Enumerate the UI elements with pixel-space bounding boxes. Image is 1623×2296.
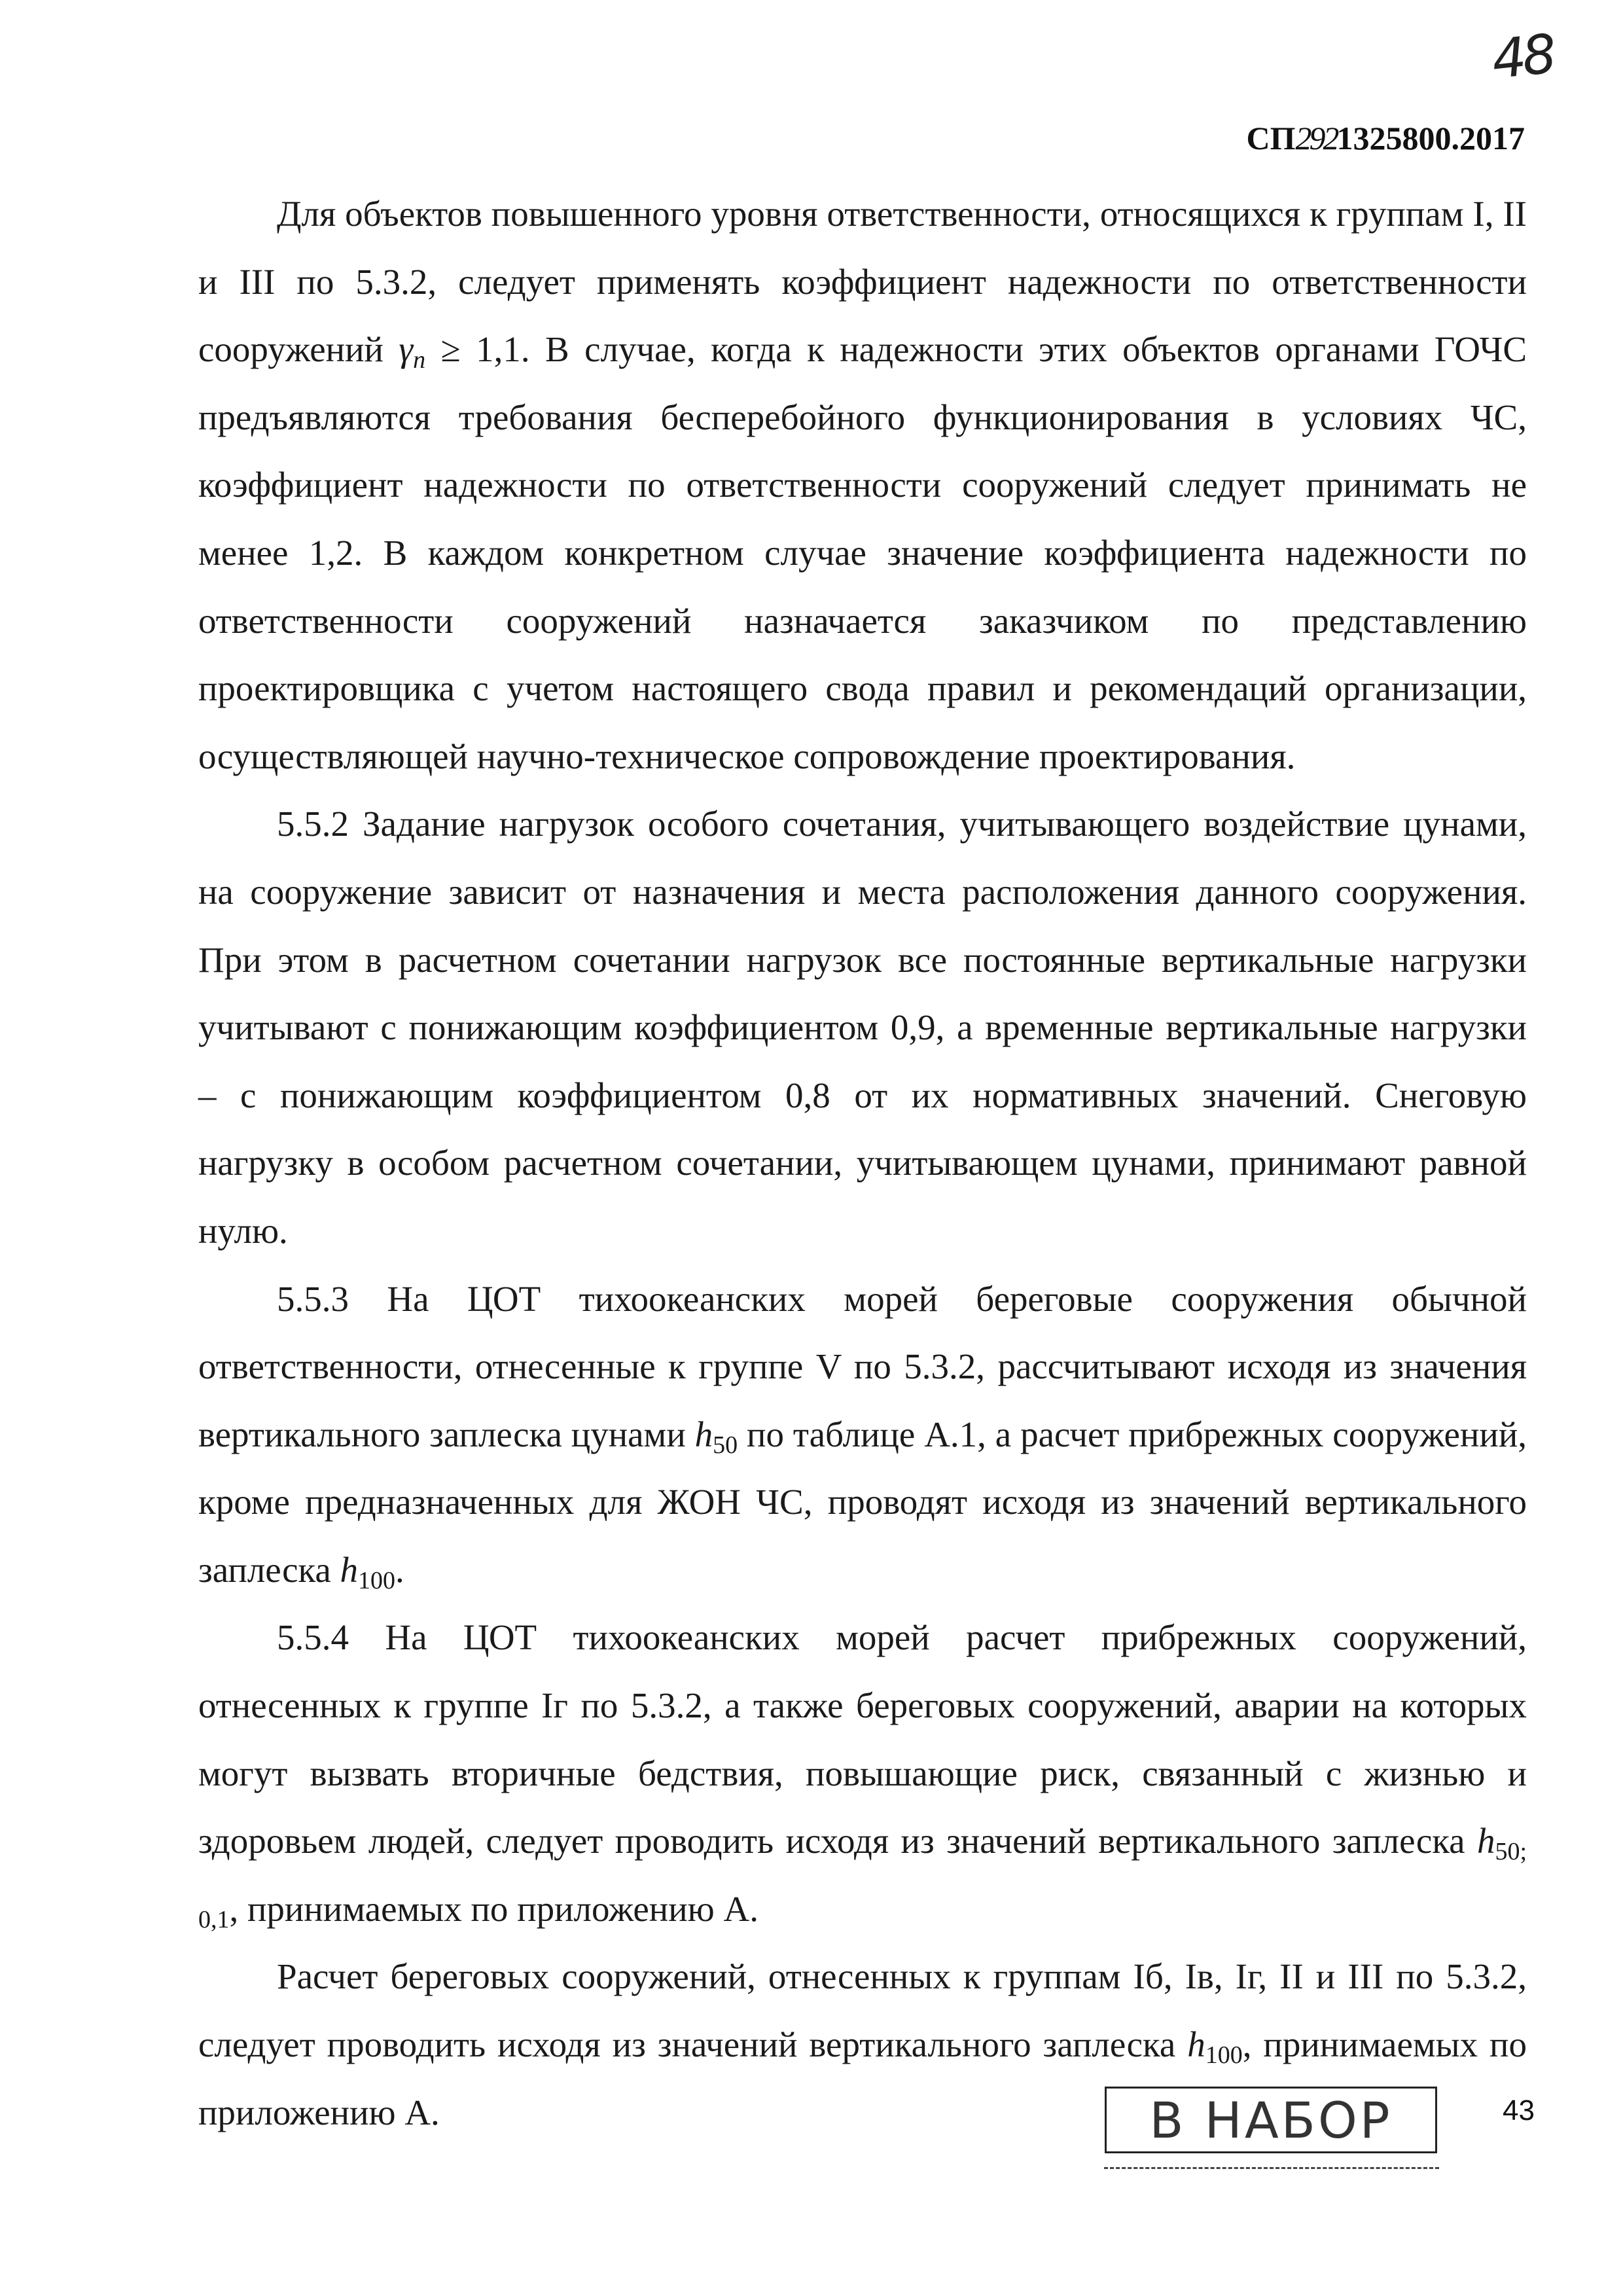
- h100-subscript-2: 100: [1205, 2041, 1243, 2070]
- h50-01-subscript: 50; 0,1: [198, 1838, 1527, 1933]
- paragraph-1-text-b: ≥ 1,1. В случае, когда к надежности этих объектов органами ГОЧС предъявляются требования бесперебойного функционирования в условиях ЧС, коэффициент надежности по ответственности сооружений следует принимать не менее 1,2. В каждом конкретном случае значение коэффициента надежности по ответственности сооружений назначается заказчиком по представлению проектировщика с учетом настоящего свода правил и рекомендаций организации, осуществляющей научно-техническое сопровождение проектирования.: [198, 329, 1527, 776]
- paragraph-1-text-a: Для объектов повышенного уровня ответственности, относящихся к группам I, II и III по 5.3.2, следует применять коэффициент надежности по ответственности сооружений: [198, 194, 1527, 370]
- stamp-text: В НАБОР: [1149, 2090, 1393, 2149]
- paragraph-3-text-b: по таблице А.1, а расчет прибрежных сооружений, кроме предназначенных для ЖОН ЧС, проводят исходя из значений вертикального заплеска: [198, 1414, 1527, 1590]
- paragraph-3-text-c: .: [395, 1549, 404, 1590]
- handwritten-page-number: 48: [1489, 23, 1556, 92]
- paragraph-5-text-b: , принимаемых по приложению А.: [198, 2024, 1527, 2132]
- h100-letter-2: h: [1187, 2024, 1205, 2065]
- doc-code-handwritten: 292: [1295, 120, 1337, 156]
- gamma-n-symbol: [399, 329, 426, 374]
- document-code: [1247, 119, 1525, 157]
- gamma-subscript: n: [413, 346, 426, 374]
- h100-symbol-2: [1187, 2024, 1205, 2064]
- h50-symbol: [695, 1414, 713, 1454]
- paragraph-1: [198, 180, 1527, 790]
- doc-code-suffix: 1325800.2017: [1336, 120, 1525, 156]
- stamp-v-nabor: [1105, 2087, 1437, 2153]
- h50-01-letter: h: [1476, 1821, 1495, 1861]
- page-number: 43: [1503, 2094, 1535, 2126]
- h100-letter: h: [340, 1549, 359, 1590]
- h100-subscript: 100: [358, 1566, 396, 1594]
- paragraph-4-text-b: , принимаемых по приложению А.: [229, 1888, 758, 1929]
- paragraph-5-5-4: [198, 1604, 1527, 1943]
- doc-code-prefix: СП: [1246, 120, 1296, 156]
- paragraph-5-5-2: 5.5.2 Задание нагрузок особого сочетания, учитывающего воздействие цунами, на сооружение зависит от назначения и места расположения данного сооружения. При этом в расчетном сочетании нагрузок все постоянные вертикальные нагрузки учитывают с понижающим коэффициентом 0,9, а временные вертикальные нагрузки – с понижающим коэффициентом 0,8 от их нормативных значений. Снеговую нагрузку в особом расчетном сочетании, учитывающем цунами, принимают равной нулю.: [198, 804, 1527, 1251]
- paragraph-5-text-a: Расчет береговых сооружений, отнесенных к группам Iб, Iв, Iг, II и III по 5.3.2, следует проводить исходя из значений вертикального заплеска: [198, 1956, 1527, 2065]
- paragraph-5-5-3: [198, 1265, 1527, 1604]
- gamma-symbol: γ: [399, 329, 414, 370]
- h50-letter: h: [694, 1414, 713, 1454]
- h100-symbol: [340, 1550, 359, 1590]
- h50-subscript: 50: [713, 1431, 738, 1459]
- paragraph-4-text-a: 5.5.4 На ЦОТ тихоокеанских морей расчет прибрежных сооружений, отнесенных к группе Iг по 5.3.2, а также береговых сооружений, аварии на которых могут вызвать вторичные бедствия, повышающие риск, связанный с жизнью и здоровьем людей, следует проводить исходя из значений вертикального заплеска: [198, 1617, 1527, 1861]
- body-text: [198, 180, 1527, 2146]
- h50-01-symbol: [1477, 1821, 1495, 1861]
- paragraph-3-text-a: 5.5.3 На ЦОТ тихоокеанских морей береговые сооружения обычной ответственности, отнесенные к группе V по 5.3.2, рассчитывают исходя из значения вертикального заплеска цунами: [198, 1278, 1527, 1454]
